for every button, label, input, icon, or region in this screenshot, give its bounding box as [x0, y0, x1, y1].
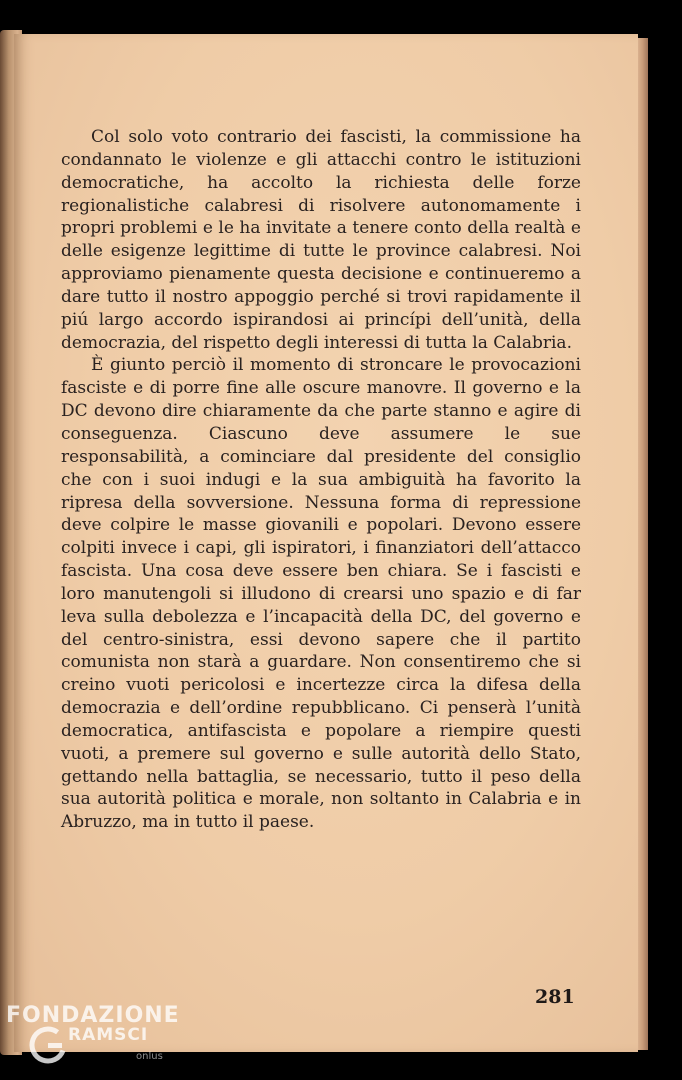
fondazione-gramsci-watermark: [6, 1003, 206, 1077]
watermark-line-3: onlus: [136, 1051, 163, 1062]
body-text: [61, 126, 581, 834]
paragraph-1: Col solo voto contrario dei fascisti, la commissione ha condannato le violenze e gli attacchi contro le istituzioni democratiche, ha accolto la richiesta delle forze regionalistiche calabresi di risolvere autonomamente i propri problemi e le ha invitate a tenere conto della realtà e delle esigenze legittime di tutte le province calabresi. Noi approviamo pienamente questa decisione e continueremo a dare tutto il nostro appoggio perché si trovi rapidamente il piú largo accordo ispirandosi ai princípi dell’unità, della democrazia, del rispetto degli interessi di tutta la Calabria.: [61, 127, 581, 353]
watermark-line-1: FONDAZIONE: [6, 1003, 180, 1028]
page-number: 281: [535, 986, 575, 1008]
watermark-line-2: RAMSCI: [68, 1025, 149, 1045]
paragraph-2: È giunto perciò il momento di stroncare le provocazioni fasciste e di porre fine alle oscure manovre. Il governo e la DC devono dire chiaramente da che parte stanno e agire di conseguenza. Ciascuno deve assumere le sue responsabilità, a cominciare dal presidente del consiglio che con i suoi indugi e la sua ambiguità ha favorito la ripresa della sovversione. Nessuna forma di repressione deve colpire le masse giovanili e popolari. Devono essere colpiti invece i capi, gli ispiratori, i finanziatori dell’attacco fascista. Una cosa deve essere ben chiara. Se i fascisti e loro manutengoli si illudono di crearsi uno spazio e di far leva sulla debolezza e l’incapacità della DC, del governo e del centro-sinistra, essi devono sapere che il partito comunista non starà a guardare. Non consentiremo che si creino vuoti pericolosi e incertezze circa la difesa della democrazia e dell’ordine repubblicano. Ci penserà l’unità democratica, antifascista e popolare a riempire questi vuoti, a premere sul governo e sulle autorità dello Stato, gettando nella battaglia, se necessario, tutto il peso della sua autorità politica e morale, non soltanto in Calabria e in Abruzzo, ma in tutto il paese.: [61, 355, 581, 833]
gramsci-g-logo-icon: [28, 1025, 68, 1070]
book-page: [14, 34, 638, 1052]
